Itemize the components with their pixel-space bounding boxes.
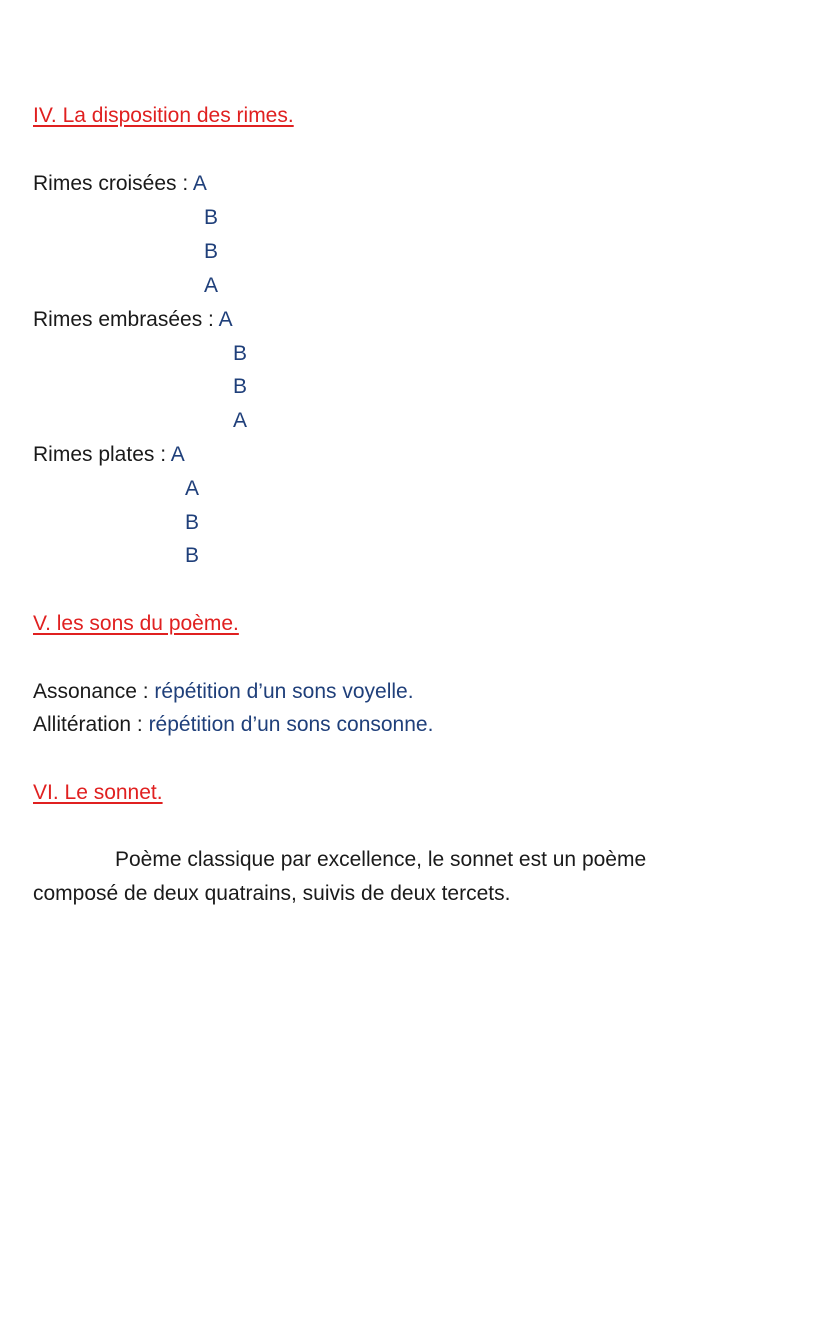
- rimes-croisees-letter-2: B: [204, 206, 219, 229]
- section-5-title: V. les sons du poème.: [33, 612, 239, 635]
- section-4-title: IV. La disposition des rimes.: [33, 104, 294, 127]
- sonnet-paragraph: [33, 843, 733, 911]
- rimes-plates-letter-2: A: [185, 477, 200, 500]
- assonance-label: Assonance :: [33, 680, 155, 703]
- section-6-title: VI. Le sonnet.: [33, 781, 163, 804]
- alliteration-row: [33, 712, 433, 738]
- rimes-embrassees-row: [33, 307, 233, 333]
- rimes-plates-letter-4: B: [185, 544, 200, 567]
- rimes-plates-letter-3: B: [185, 511, 200, 534]
- rimes-plates-label: Rimes plates :: [33, 443, 171, 466]
- rimes-croisees-label: Rimes croisées :: [33, 172, 193, 195]
- assonance-row: [33, 679, 414, 705]
- rimes-embrassees-letter-2: B: [233, 342, 248, 365]
- alliteration-definition: répétition d’un sons consonne.: [148, 713, 434, 736]
- rimes-embrassees-letter-3: B: [233, 375, 248, 398]
- rimes-croisees-letter-1: A: [192, 172, 207, 195]
- rimes-embrassees-letter-4: A: [233, 409, 248, 432]
- rimes-croisees-letter-4: A: [204, 274, 219, 297]
- alliteration-label: Allitération :: [33, 713, 149, 736]
- assonance-definition: répétition d’un sons voyelle.: [154, 680, 414, 703]
- rimes-plates-letter-1: A: [170, 443, 185, 466]
- rimes-croisees-letter-3: B: [204, 240, 219, 263]
- sonnet-paragraph-text: Poème classique par excellence, le sonnet est un poème composé de deux quatrains, suivis de deux tercets.: [33, 848, 647, 905]
- rimes-embrassees-label: Rimes embrasées :: [33, 308, 219, 331]
- rimes-plates-row: [33, 442, 185, 468]
- rimes-croisees-row: [33, 171, 207, 197]
- rimes-embrassees-letter-1: A: [218, 308, 233, 331]
